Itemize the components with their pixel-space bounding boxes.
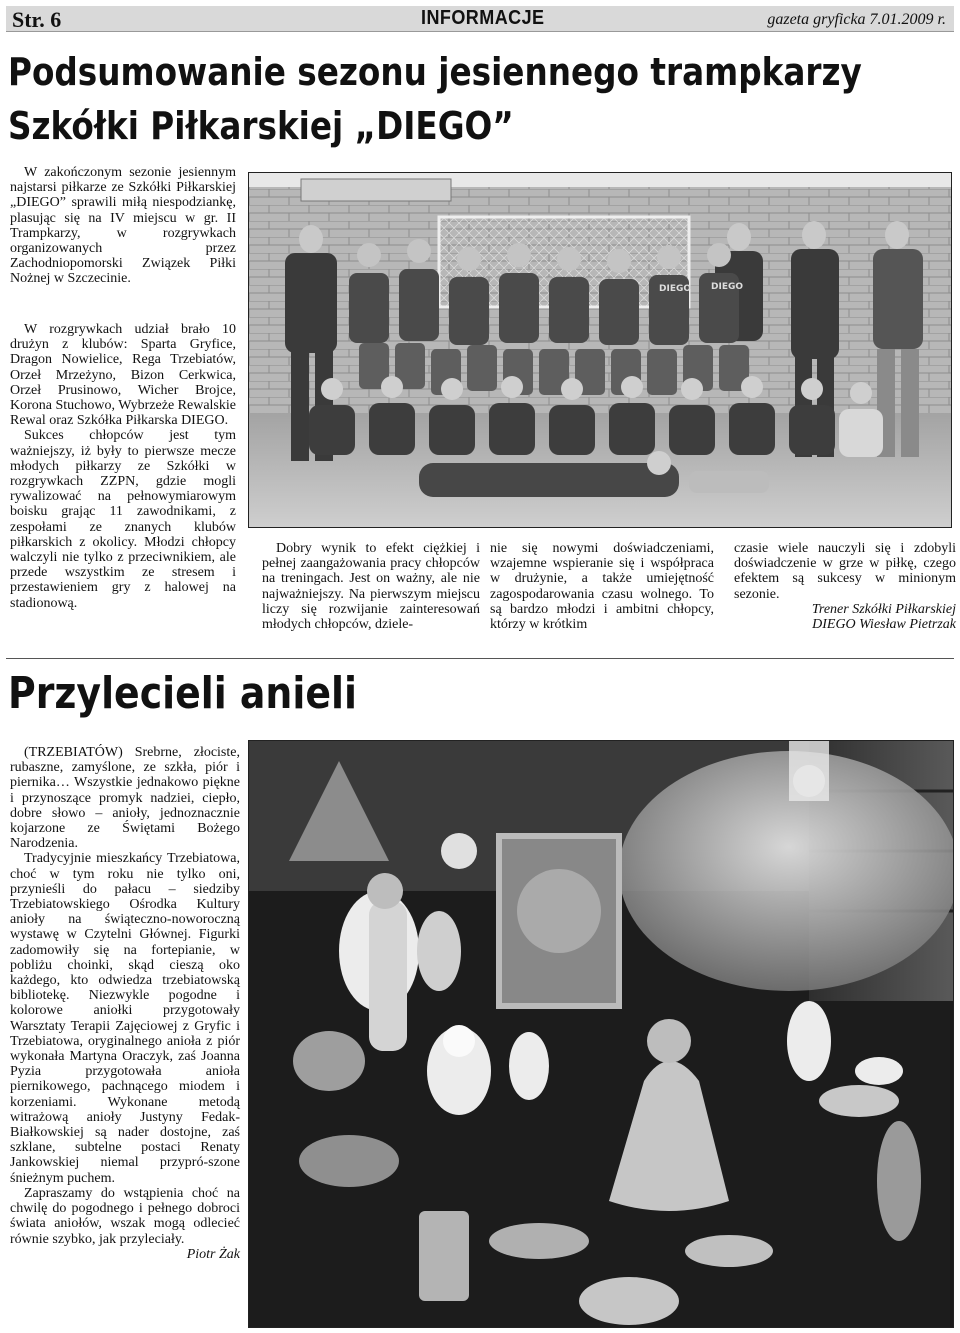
article1-column-mid2 bbox=[490, 541, 714, 632]
article1-paragraph-3: Sukces chłopców jest tym ważniejszy, iż były to pierwsze mecze młodych piłkarzy ze Szkółki w rozgrywkach ZZPN, gdzie mogli rywalizować na pełnowymiarowym boisku grając 11 zawodnikami, z zespołami ze znanych klubów piłkarskich z okolicy. Młodzi chłopcy walczyli nie tylko z przeciwnikiem, ale przede wszystkim ze stresem i przestawieniem gry z halowej na stadionową. bbox=[10, 428, 236, 611]
article2-column bbox=[10, 745, 240, 1262]
article-divider bbox=[6, 658, 954, 659]
article1-paragraph-2: W rozgrywkach udział brało 10 drużyn z klubów: Sparta Gryfice, Dragon Nowielice, Rega Trzebiatów, Orzeł Mrzeżyno, Bizon Cerkwica, Orzeł Prusinowo, Wicher Brojce, Korona Stuchowo, Wybrzeże Rewalskie Rewal oraz Szkółka Piłkarska DIEGO. bbox=[10, 322, 236, 429]
team-photo bbox=[248, 172, 952, 528]
page-header bbox=[6, 6, 954, 32]
section-title: INFORMACJE bbox=[421, 7, 545, 29]
angels-exhibition-photo bbox=[248, 740, 954, 1328]
article1-column-mid bbox=[262, 541, 480, 632]
article2-paragraph-3-text: Zapraszamy do wstąpienia choć na chwilę do pogodnego i pełnego dobroci świata aniołów, wszak mogą odlecieć równie szybko, jak przyleciały. bbox=[10, 1185, 240, 1247]
article1-column-right bbox=[734, 541, 956, 632]
article2-signature: Piotr Żak bbox=[186, 1246, 240, 1262]
article1-column-left bbox=[10, 322, 236, 611]
article1-headline-line2: Szkółki Piłkarskiej „DIEGO” bbox=[8, 104, 514, 148]
team-photo-image bbox=[249, 173, 952, 528]
article1-paragraph-4a: Dobry wynik to efekt ciężkiej i pełnej zaangażowania pracy chłopców na treningach. Jest on ważny, ale nie najważniejszy. Na pierwszym miejscu liczy się rozwijanie zainteresowań młodych chłopców, dziele- bbox=[262, 541, 480, 633]
article1-signature-line2: DIEGO Wiesław Pietrzak bbox=[812, 617, 956, 633]
article2-headline: Przylecieli anieli bbox=[8, 668, 357, 719]
article2-paragraph-1: (TRZEBIATÓW) Srebrne, złociste, rubaszne, zamyślone, ze szkła, piór i piernika… Wszystkie jednakowo piękne i przynoszące promyk nadziei, ciepło, dobre słowo – anioły, jednoznacznie kojarzone ze Świętami Bożego Narodzenia. bbox=[10, 745, 240, 852]
team-photo-shirt-text-2: DIEGO bbox=[711, 282, 744, 292]
article1-signature-line1: Trener Szkółki Piłkarskiej bbox=[811, 601, 956, 617]
page-number: Str. 6 bbox=[12, 7, 62, 32]
article1-headline-line1: Podsumowanie sezonu jesiennego trampkarzy bbox=[8, 50, 862, 94]
article2-paragraph-2: Tradycyjnie mieszkańcy Trzebiatowa, choć w tym roku nie tylko oni, przynieśli do pałacu – siedziby Trzebiatowskiego Ośrodka Kultury anioły na świąteczno-noworoczną wystawę w Czytelni Głównej. Figurki zadomowiły się na fortepianie, w pobliżu choinki, skąd cieszą oko każdego, kto odwiedza trzebiatowską bibliotekę. Niezwykle pogodne i kolorowe aniołki przygotowały Warsztaty Terapii Zajęciowej z Gryfic i Trzebiatowa, oryginalnego anioła z piór wykonała Martyna Oraczyk, zaś Joanna Pyzia przygotowała anioła piernikowego, pachnącego miodem i korzeniami. Wykonane metodą witrażową anioły Justyny Fedak-Białkowskiej są nader dostojne, zaś szklane, subtelne postaci Renaty Jankowskiej niemal przypró-szone śnieżnym puchem. bbox=[10, 851, 240, 1186]
team-photo-shirt-text-1: DIEGO bbox=[659, 284, 692, 294]
article1-paragraph-1: W zakończonym sezonie jesiennym najstarsi piłkarze ze Szkółki Piłkarskiej „DIEGO” sprawili miłą niespodziankę, plasując się na IV miejscu w gr. II Trampkarzy, w rozgrywkach organizowanych przez Zachodniopomorski Związek Piłki Nożnej w Szczecinie. bbox=[10, 165, 236, 287]
article1-column-top bbox=[10, 165, 236, 287]
article1-paragraph-4b: nie się nowymi doświadczeniami, wzajemne wspieranie się i współpraca w drużynie, a także umiejętność zagospodarowania czasu wolnego. To są bardzo młodzi i ambitni chłopcy, którzy w krótkim bbox=[490, 541, 714, 633]
publication-date: gazeta gryficka 7.01.2009 r. bbox=[767, 11, 946, 28]
article1-paragraph-4c: czasie wiele nauczyli się i zdobyli doświadczenie w grze w piłkę, czego efektem są sukcesy w minionym sezonie. bbox=[734, 541, 956, 602]
angels-photo-image bbox=[249, 741, 954, 1328]
article2-paragraph-3 bbox=[10, 1185, 240, 1262]
